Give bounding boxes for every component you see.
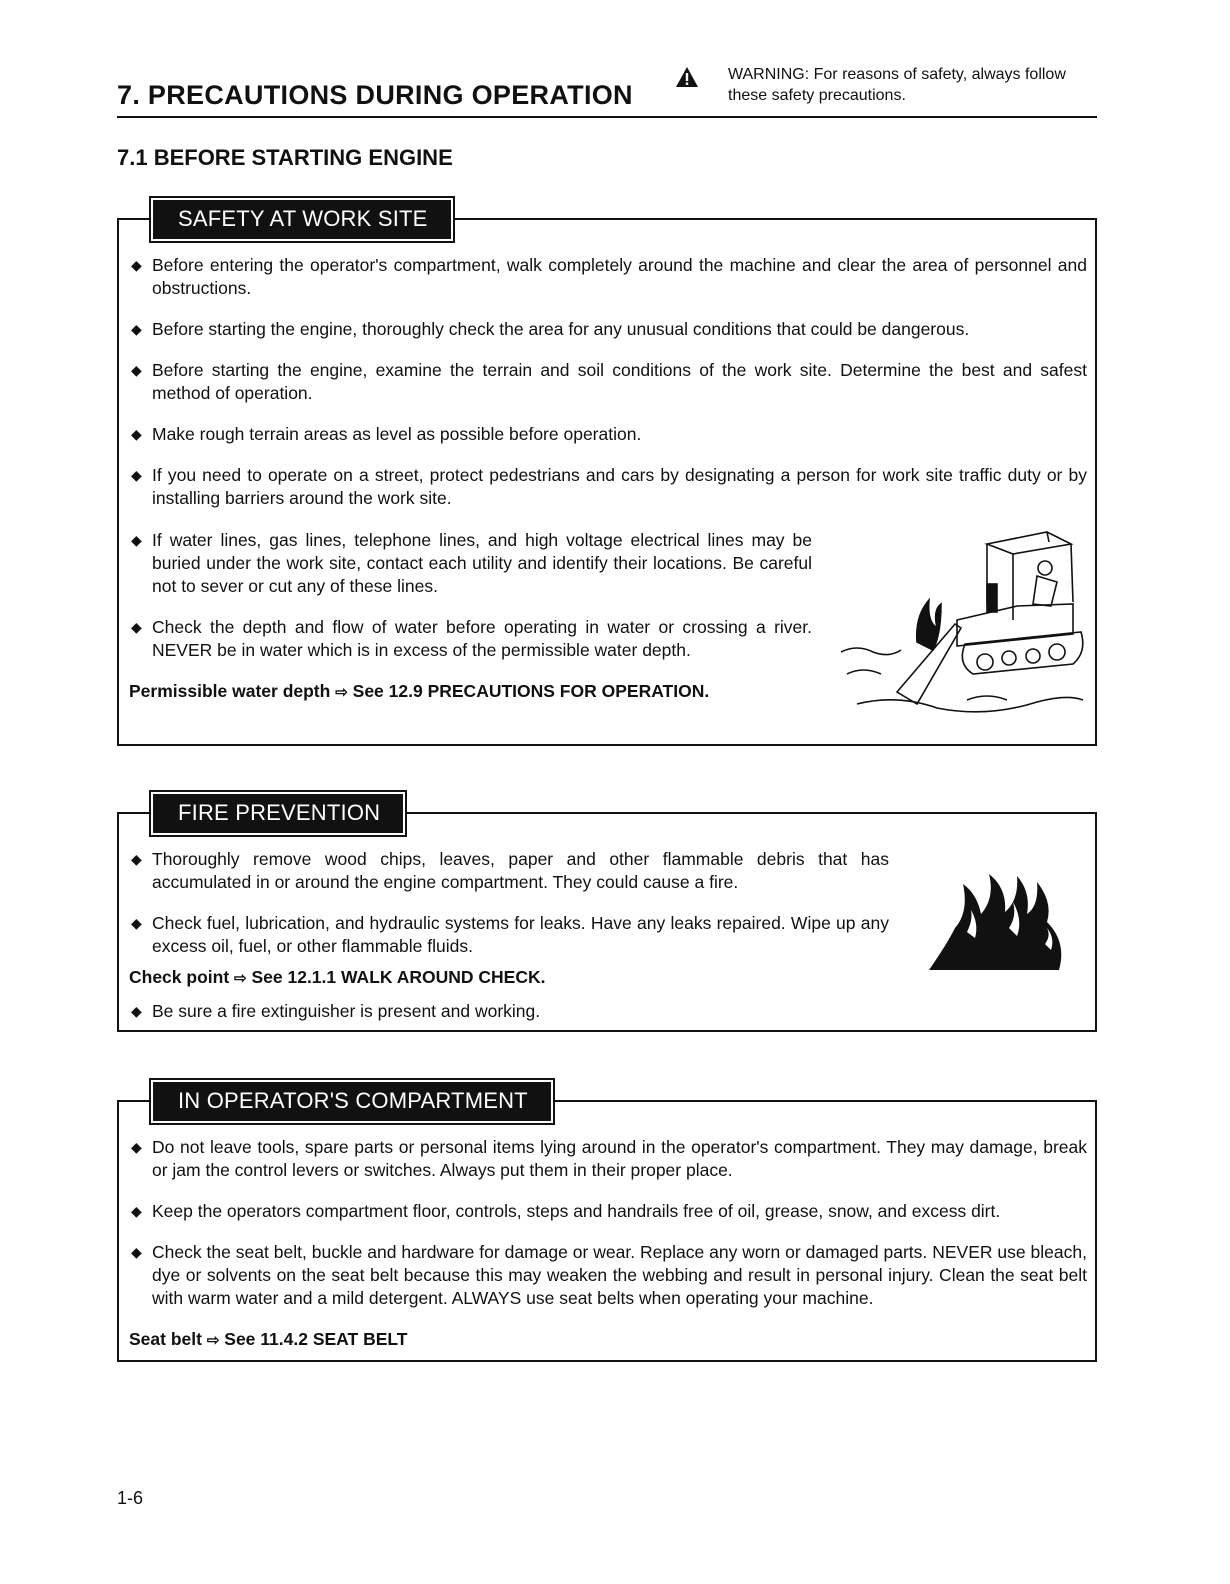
- warning-triangle-icon: [676, 67, 698, 87]
- safety-section-title: SAFETY AT WORK SITE: [153, 200, 451, 239]
- list-item: ◆ If you need to operate on a street, protect pedestrians and cars by designating a person for work site traffic duty or by installing barriers around the work site.: [119, 464, 1087, 510]
- list-item: ◆ Check the seat belt, buckle and hardware for damage or wear. Replace any worn or damaged parts. NEVER use bleach, dye or solvents on the seat belt because this may weaken the webbing and result in personal injury. Clean the seat belt with warm water and a mild detergent. ALWAYS use seat belts when operating your machine.: [119, 1241, 1087, 1310]
- page-header: [117, 60, 1097, 118]
- reference-label: Permissible water depth: [129, 681, 331, 701]
- fire-prevention-box: [117, 800, 1097, 1032]
- list-item: ◆ Do not leave tools, spare parts or personal items lying around in the operator's compartment. They may damage, break or jam the control levers or switches. Always put them in their proper place.: [119, 1136, 1087, 1182]
- warning-text: WARNING: For reasons of safety, always follow these safety precautions.: [728, 66, 1066, 104]
- safety-at-work-site-box: [117, 206, 1097, 746]
- section-heading: 7.1 BEFORE STARTING ENGINE: [117, 145, 453, 170]
- list-item: ◆ Thoroughly remove wood chips, leaves, paper and other flammable debris that has accumulated in or around the engine compartment. They could cause a fire.: [119, 848, 889, 894]
- page-number: 1-6: [117, 1488, 144, 1508]
- reference-line: [119, 966, 889, 990]
- fire-section-title: FIRE PREVENTION: [153, 794, 403, 833]
- reference-label: Seat belt: [129, 1329, 202, 1349]
- list-item: ◆ Before entering the operator's compartment, walk completely around the machine and clear the area of personnel and obstructions.: [119, 254, 1087, 300]
- arrow-icon: ⇨: [206, 1332, 220, 1349]
- list-item: ◆ Check fuel, lubrication, and hydraulic systems for leaks. Have any leaks repaired. Wipe up any excess oil, fuel, or other flammable fluids.: [119, 912, 889, 958]
- list-item: ◆ Be sure a fire extinguisher is present and working.: [119, 1000, 889, 1023]
- list-item: ◆ Check the depth and flow of water before operating in water or crossing a river. NEVER be in water which is in excess of the permissible water depth.: [119, 616, 812, 662]
- bulldozer-in-water-illustration: [837, 524, 1085, 720]
- reference-label: Check point: [129, 967, 230, 987]
- list-item: ◆ Keep the operators compartment floor, controls, steps and handrails free of oil, grease, snow, and excess dirt.: [119, 1200, 1087, 1223]
- reference-target[interactable]: See 12.1.1 WALK AROUND CHECK.: [251, 967, 546, 987]
- operator-compartment-box: [117, 1088, 1097, 1362]
- reference-target[interactable]: See 11.4.2 SEAT BELT: [224, 1329, 408, 1349]
- operator-section-title: IN OPERATOR'S COMPARTMENT: [153, 1082, 551, 1121]
- flame-icon: [927, 872, 1063, 972]
- list-item: ◆ Make rough terrain areas as level as possible before operation.: [119, 423, 1087, 446]
- reference-line: [119, 680, 812, 704]
- arrow-icon: ⇨: [335, 684, 348, 701]
- reference-line: [119, 1328, 1087, 1352]
- list-item: ◆ Before starting the engine, thoroughly check the area for any unusual conditions that could be dangerous.: [119, 318, 1087, 341]
- arrow-icon: ⇨: [234, 970, 247, 987]
- list-item: ◆ Before starting the engine, examine the terrain and soil conditions of the work site. Determine the best and safest method of operation.: [119, 359, 1087, 405]
- list-item: ◆ If water lines, gas lines, telephone lines, and high voltage electrical lines may be buried under the work site, contact each utility and identify their locations. Be careful not to sever or cut any of these lines.: [119, 529, 812, 598]
- reference-target[interactable]: See 12.9 PRECAUTIONS FOR OPERATION.: [352, 681, 710, 701]
- page-title: 7. PRECAUTIONS DURING OPERATION: [117, 80, 633, 110]
